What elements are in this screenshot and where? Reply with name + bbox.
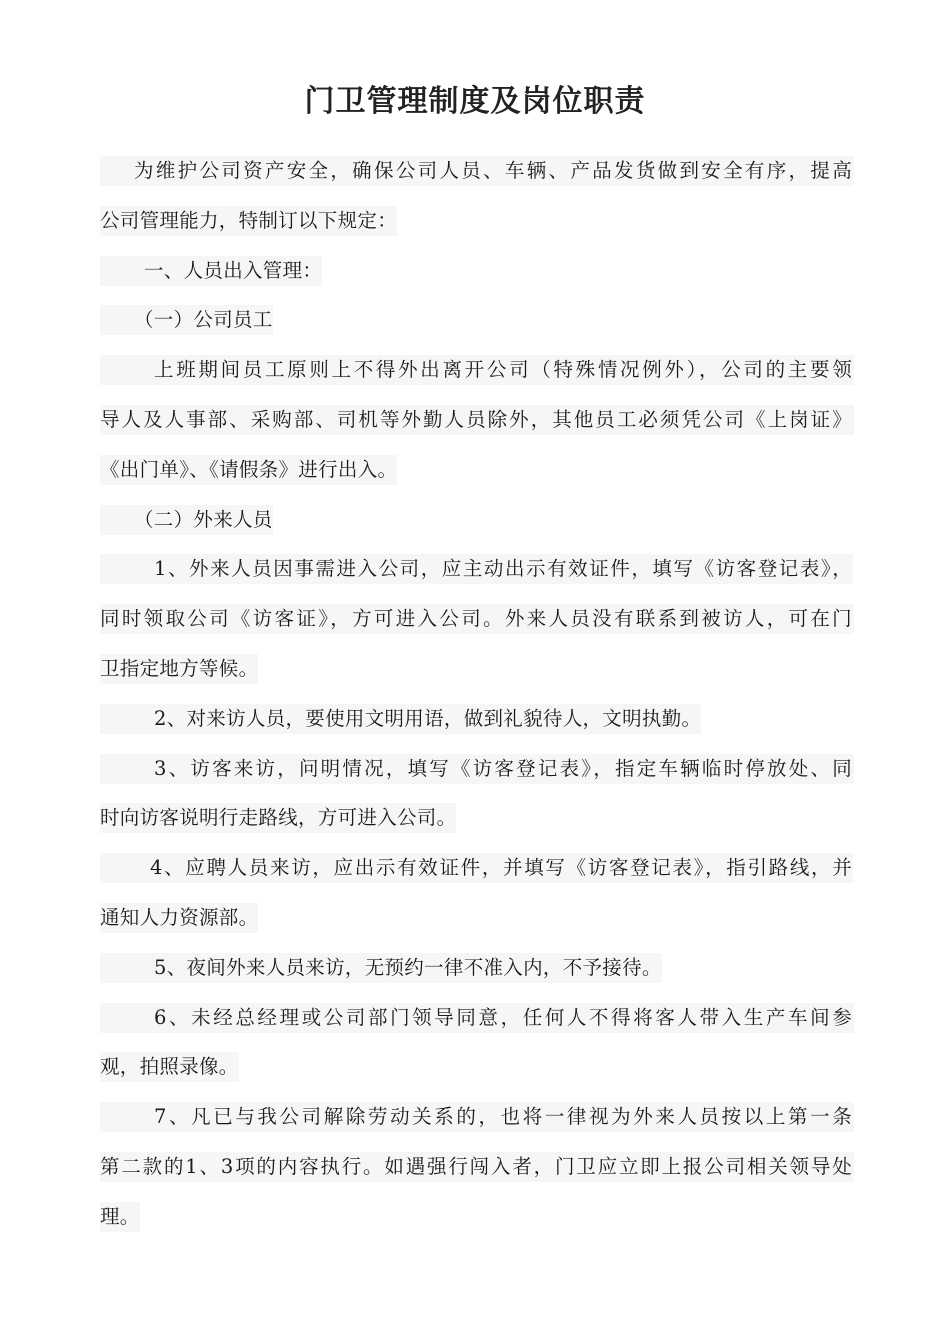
text-line: 理。 [100,1202,140,1232]
text-line: 同时领取公司《访客证》，方可进入公司。外来人员没有联系到被访人，可在门 [100,604,854,634]
text-line: 上班期间员工原则上不得外出离开公司（特殊情况例外），公司的主要领 [100,355,854,385]
text-line: 3、访客来访，问明情况，填写《访客登记表》，指定车辆临时停放处、同 [100,754,854,784]
text-line: 观，拍照录像。 [100,1052,239,1082]
text-line: 时向访客说明行走路线，方可进入公司。 [100,803,456,833]
text-line: 为维护公司资产安全，确保公司人员、车辆、产品发货做到安全有序，提高 [100,156,854,186]
text-line: 导人及人事部、采购部、司机等外勤人员除外，其他员工必须凭公司《上岗证》 [100,405,854,435]
text-line: 《出门单》、《请假条》进行出入。 [100,455,397,485]
text-line: 4、应聘人员来访，应出示有效证件，并填写《访客登记表》，指引路线，并 [100,853,853,883]
text-line: 公司管理能力，特制订以下规定： [100,206,397,236]
text-line: 6、未经总经理或公司部门领导同意，任何人不得将客人带入生产车间参 [100,1003,854,1033]
text-line: 5、夜间外来人员来访，无预约一律不准入内，不予接待。 [100,953,662,983]
subsection-heading: （一）公司员工 [100,305,273,335]
text-line: 通知人力资源部。 [100,903,258,933]
document-title: 门卫管理制度及岗位职责 [304,84,646,119]
text-line: 2、对来访人员，要使用文明用语，做到礼貌待人，文明执勤。 [100,704,701,734]
text-line: 7、凡已与我公司解除劳动关系的，也将一律视为外来人员按以上第一条 [100,1102,854,1132]
text-line: 第二款的1、3项的内容执行。如遇强行闯入者，门卫应立即上报公司相关领导处 [100,1152,854,1182]
subsection-heading: （二）外来人员 [100,505,273,535]
section-heading: 一、人员出入管理： [100,256,322,286]
text-line: 卫指定地方等候。 [100,654,258,684]
text-line: 1、外来人员因事需进入公司，应主动出示有效证件，填写《访客登记表》， [100,554,853,584]
